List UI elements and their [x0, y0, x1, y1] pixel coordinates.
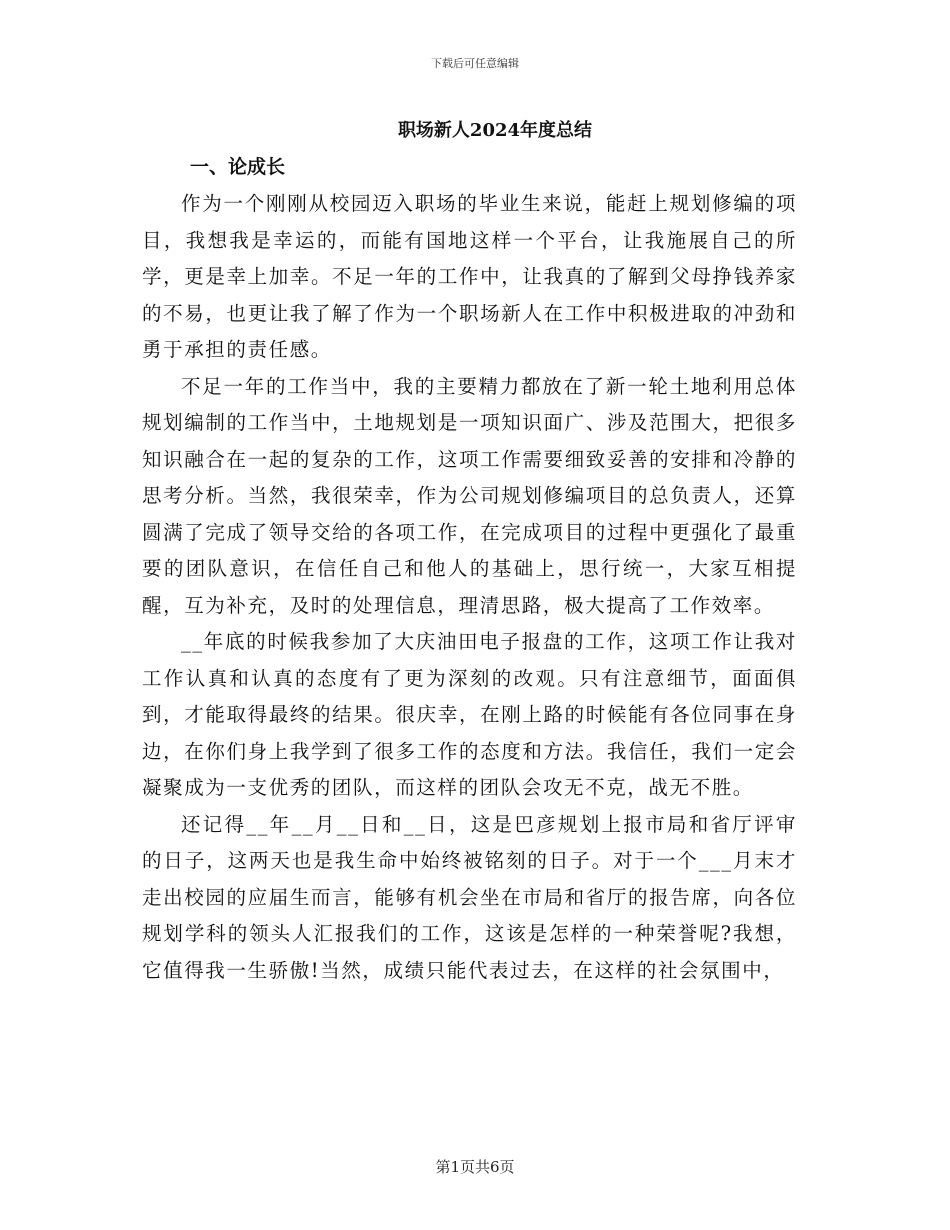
paragraph: 作为一个刚刚从校园迈入职场的毕业生来说，能赶上规划修编的项目，我想我是幸运的，而能有国地这样一个平台，让我施展自己的所学，更是幸上加幸。不足一年的工作中，让我真的了解到父母挣钱养家的不易，也更让我了解了作为一个职场新人在工作中积极进取的冲劲和勇于承担的责任感。	[142, 192, 797, 361]
paragraph: 不足一年的工作当中，我的主要精力都放在了新一轮土地利用总体规划编制的工作当中，土地规划是一项知识面广、涉及范围大，把很多知识融合在一起的复杂的工作，这项工作需要细致妥善的安排和冷静的思考分析。当然，我很荣幸，作为公司规划修编项目的总负责人，还算圆满了完成了领导交给的各项工作，在完成项目的过程中更强化了最重要的团队意识，在信任自己和他人的基础上，思行统一，大家互相提醒，互为补充，及时的处理信息，理清思路，极大提高了工作效率。	[142, 374, 797, 617]
document-body	[142, 186, 797, 989]
header-note: 下载后可任意编辑	[431, 57, 519, 70]
paragraph: 还记得__年__月__日和__日，这是巴彦规划上报市局和省厅评审的日子，这两天也是我生命中始终被铭刻的日子。对于一个___月末才走出校园的应届生而言，能够有机会坐在市局和省厅的报告席，向各位规划学科的领头人汇报我们的工作，这该是怎样的一种荣誉呢?我想，它值得我一生骄傲!当然，成绩只能代表过去，在这样的社会氛围中，	[142, 812, 797, 982]
document-title: 职场新人2024年度总结	[397, 120, 593, 141]
page-footer: 第1页共6页	[435, 1158, 515, 1176]
section-heading: 一、论成长	[190, 156, 286, 178]
paragraph: __年底的时候我参加了大庆油田电子报盘的工作，这项工作让我对工作认真和认真的态度有了更为深刻的改观。只有注意细节，面面俱到，才能取得最终的结果。很庆幸，在刚上路的时候能有各位同事在身边，在你们身上我学到了很多工作的态度和方法。我信任，我们一定会凝聚成为一支优秀的团队，而这样的团队会攻无不克，战无不胜。	[142, 630, 797, 799]
